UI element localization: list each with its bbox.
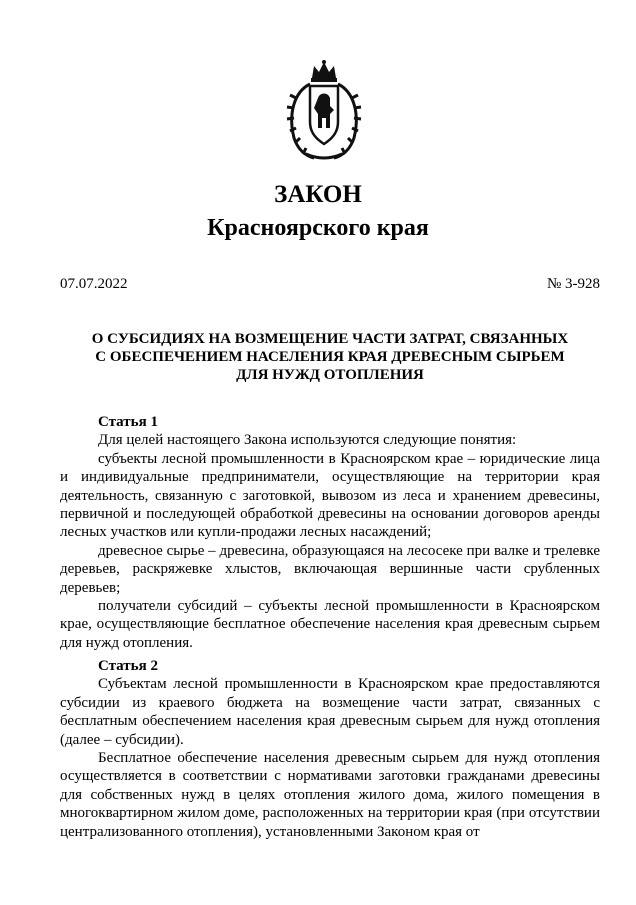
document-subtitle: Красноярского края [207,215,429,241]
document-date: 07.07.2022 [60,276,128,292]
article-paragraph: Бесплатное обеспечение населения древесным сырьем для нужд отопления осуществляется в соответствии с нормативами заготовки гражданами древесины для собственных нужд в целях отопления жилого дома, жилого помещения в многоквартирном жилом доме, расположенных на территории края (при отсутствии централизованного отопления), установленными Законом края от [60,750,600,840]
article-paragraph: субъекты лесной промышленности в Красноярском крае – юридические лица и индивидуальные предприниматели, осуществляющие на территории края деятельность, связанную с заготовкой, вывозом из леса и хранением древесины, первичной и последующей обработкой древесины на основании договоров аренды лесных участков или купли-продажи лесных насаждений; [60,450,600,541]
document-number: № 3-928 [546,276,600,292]
article-title: Статья 2 [98,658,158,674]
document-title: ЗАКОН [274,181,362,208]
article-2 [60,657,600,841]
law-heading-line: ДЛЯ НУЖД ОТОПЛЕНИЯ [236,367,424,383]
article-paragraph: Субъектам лесной промышленности в Красноярском крае предоставляются субсидии из краевого бюджета на возмещение части затрат, связанных с бесплатным обеспечением населения края древесным сырьем для нужд отопления (далее – субсидии). [60,676,600,748]
law-heading-line: С ОБЕСПЕЧЕНИЕМ НАСЕЛЕНИЯ КРАЯ ДРЕВЕСНЫМ СЫРЬЕМ [95,349,565,365]
law-heading-line: О СУБСИДИЯХ НА ВОЗМЕЩЕНИЕ ЧАСТИ ЗАТРАТ, СВЯЗАННЫХ [91,331,569,347]
coat-of-arms-icon [284,58,364,164]
article-paragraph: древесное сырье – древесина, образующаяся на лесосеке при валке и трелевке деревьев, раскряжевке хлыстов, включающая вершинные части срубленных деревьев; [60,542,600,596]
article-title: Статья 1 [98,414,158,430]
article-paragraph: Для целей настоящего Закона используются следующие понятия: [98,432,517,449]
article-paragraph: получатели субсидий – субъекты лесной промышленности в Красноярском крае, осуществляющие бесплатное обеспечение населения края древесным сырьем для нужд отопления. [60,598,600,651]
article-1 [60,413,600,652]
law-heading [60,330,600,384]
